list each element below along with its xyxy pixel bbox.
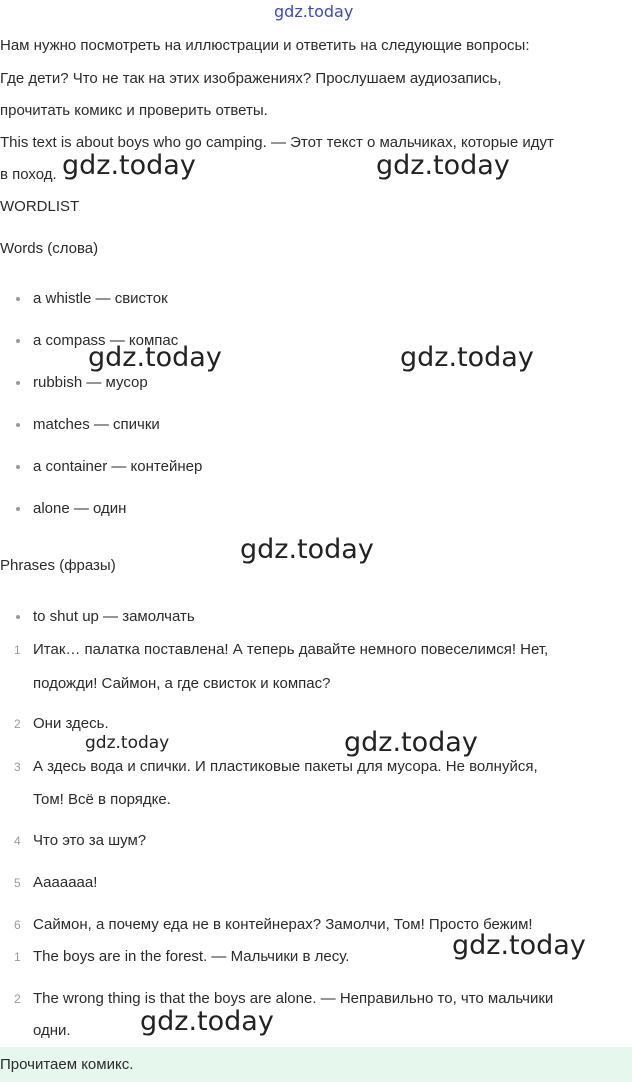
item-number: 6 <box>14 918 21 932</box>
item-number: 3 <box>14 760 21 774</box>
item-number: 1 <box>14 950 21 964</box>
item-text: Том! Всё в порядке. <box>33 791 171 808</box>
intro-line-4: This text is about boys who go camping. — Этот текст о мальчиках, которые идут <box>0 134 554 151</box>
item-number: 2 <box>14 717 21 731</box>
watermark-top: gdz.today <box>274 2 354 21</box>
bullet-icon <box>16 381 20 385</box>
word-text: a container — контейнер <box>33 458 203 475</box>
bullet-icon <box>16 339 20 343</box>
word-text: alone — один <box>33 500 127 517</box>
item-text: Они здесь. <box>33 715 109 732</box>
intro-line-3: прочитать комикс и проверить ответы. <box>0 102 268 119</box>
intro-line-2: Где дети? Что не так на этих изображениях? Прослушаем аудиозапись, <box>0 70 502 87</box>
watermark: gdz.today <box>140 1006 274 1037</box>
footer-highlight <box>0 1047 632 1082</box>
item-number: 2 <box>14 992 21 1006</box>
word-text: a whistle — свисток <box>33 290 168 307</box>
item-text: The boys are in the forest. — Мальчики в лесу. <box>33 948 350 965</box>
phrase-text: to shut up — замолчать <box>33 608 195 625</box>
word-text: a compass — компас <box>33 332 179 349</box>
watermark: gdz.today <box>88 342 222 373</box>
item-number: 1 <box>14 643 21 657</box>
watermark: gdz.today <box>62 150 196 181</box>
item-text: Саймон, а почему еда не в контейнерах? Замолчи, Том! Просто бежим! <box>33 916 533 933</box>
wordlist-heading: WORDLIST <box>0 198 80 215</box>
watermark: gdz.today <box>452 930 586 961</box>
bullet-icon <box>16 615 20 619</box>
words-heading: Words (слова) <box>0 240 99 257</box>
item-text: А здесь вода и спички. И пластиковые пакеты для мусора. Не волнуйся, <box>33 758 538 775</box>
item-number: 5 <box>14 876 21 890</box>
intro-line-5: в поход. <box>0 166 57 183</box>
item-text: The wrong thing is that the boys are alone. — Неправильно то, что мальчики <box>33 990 554 1007</box>
watermark: gdz.today <box>85 733 170 753</box>
bullet-icon <box>16 465 20 469</box>
item-text: Что это за шум? <box>33 832 147 849</box>
intro-line-1: Нам нужно посмотреть на иллюстрации и ответить на следующие вопросы: <box>0 37 530 54</box>
item-number: 4 <box>14 834 21 848</box>
watermark: gdz.today <box>240 534 374 565</box>
phrases-heading: Phrases (фразы) <box>0 557 116 574</box>
watermark: gdz.today <box>344 727 478 758</box>
bullet-icon <box>16 507 20 511</box>
word-text: matches — спички <box>33 416 160 433</box>
item-text: подожди! Саймон, а где свисток и компас? <box>33 675 331 692</box>
watermark: gdz.today <box>400 342 534 373</box>
word-text: rubbish — мусор <box>33 374 148 391</box>
item-text: Ааааааа! <box>33 874 98 891</box>
bullet-icon <box>16 423 20 427</box>
footer-text: Прочитаем комикс. <box>0 1056 134 1073</box>
bullet-icon <box>16 297 20 301</box>
item-text: одни. <box>33 1022 71 1039</box>
item-text: Итак… палатка поставлена! А теперь давайте немного повеселимся! Нет, <box>33 641 549 658</box>
watermark: gdz.today <box>376 150 510 181</box>
